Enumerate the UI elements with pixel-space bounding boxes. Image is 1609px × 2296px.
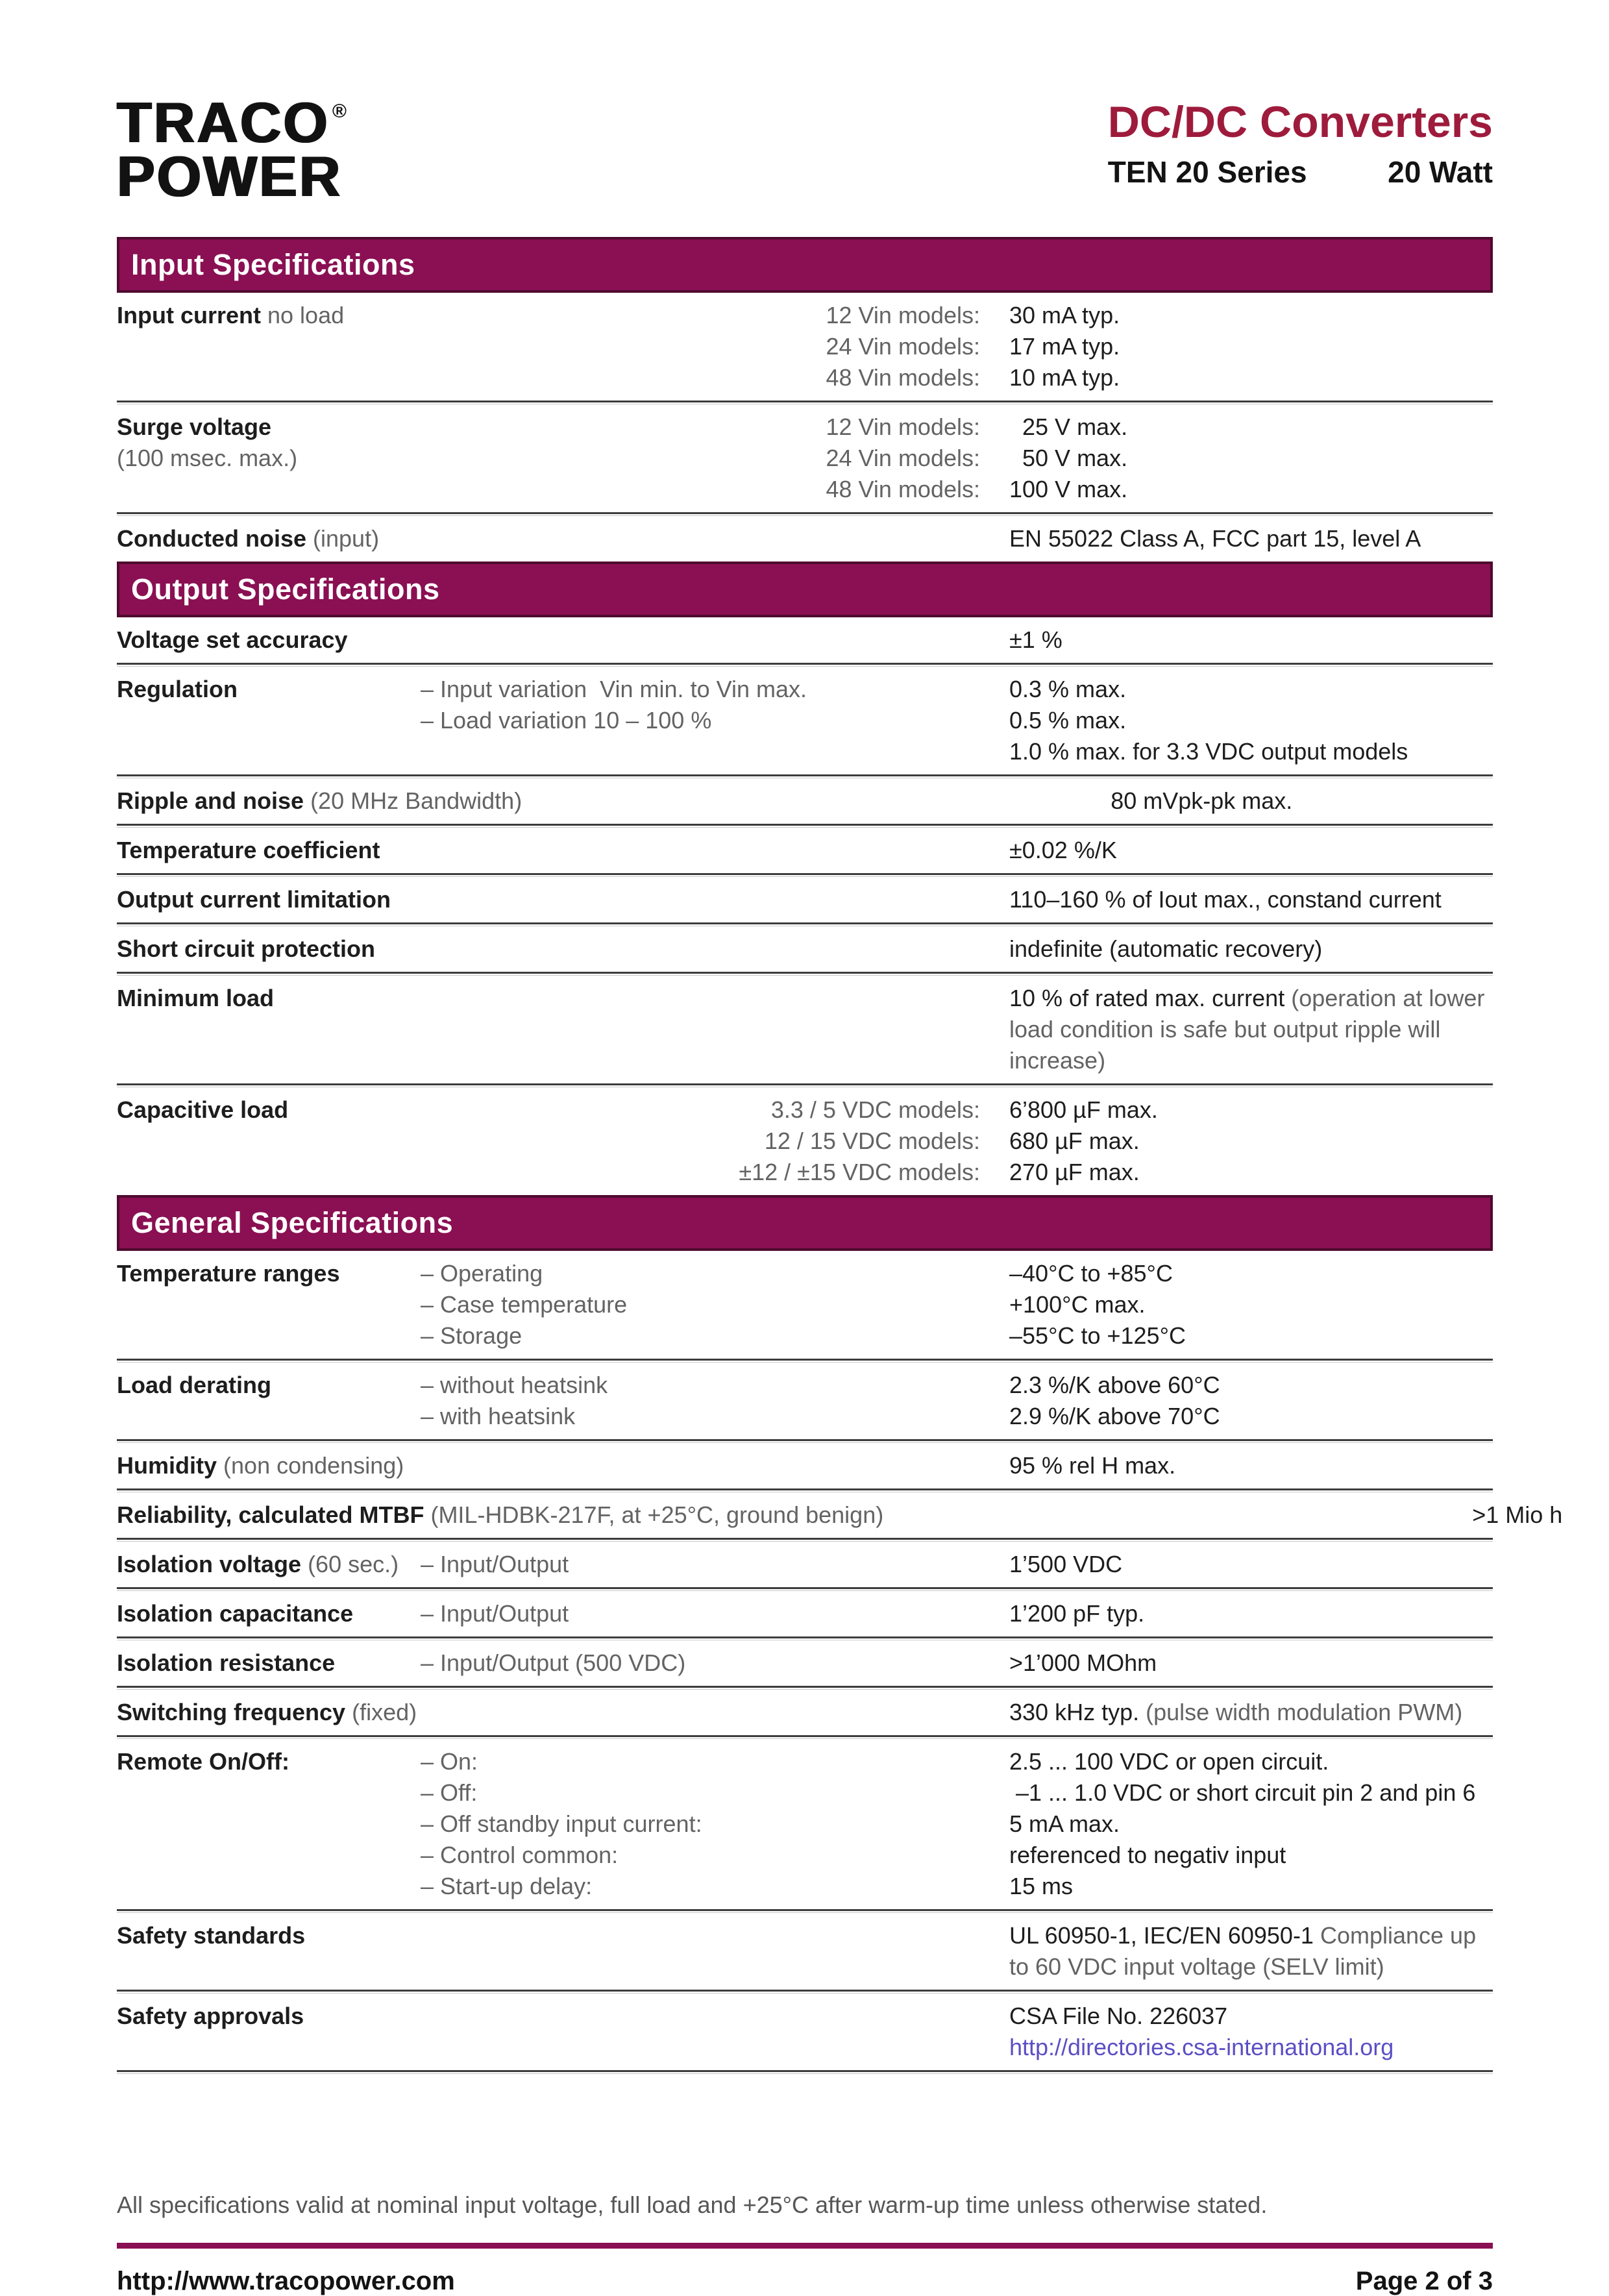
value-text: –55°C to +125°C <box>1009 1322 1186 1350</box>
value-text: 95 % rel H max. <box>1009 1452 1176 1479</box>
row-sub-label <box>421 523 980 554</box>
value-text: 100 V max. <box>1009 476 1128 503</box>
row-lines <box>421 1094 1493 1188</box>
row-lines <box>522 785 1493 817</box>
row-value-cell <box>1009 1920 1493 1982</box>
value-text: 1’500 VDC <box>1009 1551 1123 1578</box>
row-line <box>421 1157 1493 1188</box>
row-sub-label <box>883 1500 1443 1531</box>
row-value-cell <box>1009 474 1493 505</box>
row-label-cell <box>117 1648 421 1679</box>
row-sub-label: – Input/Output <box>421 1600 569 1627</box>
row-label: Remote On/Off: <box>117 1748 289 1775</box>
value-text: indefinite (automatic recovery) <box>1009 935 1323 963</box>
row-value-cell <box>1009 412 1493 443</box>
row-label-cell <box>117 1697 421 1728</box>
value-text: ±0.02 %/K <box>1009 837 1117 864</box>
row-sub-label: 48 Vin models: <box>826 476 980 503</box>
row-line <box>421 1370 1493 1401</box>
row-value-cell <box>1009 1370 1493 1401</box>
value-text: 30 mA typ. <box>1009 302 1120 329</box>
row-line <box>421 1697 1493 1728</box>
spec-row <box>117 1492 1563 1538</box>
row-value-cell <box>1009 835 1493 866</box>
row-sub-label <box>421 1697 980 1728</box>
row-sub-label: 24 Vin models: <box>826 445 980 472</box>
row-label-cell <box>117 1549 421 1580</box>
row-label-cell <box>117 412 421 505</box>
row-line <box>421 624 1493 656</box>
row-lines <box>421 674 1493 767</box>
row-line <box>421 474 1493 505</box>
subtitle-row <box>1108 154 1493 190</box>
row-line <box>421 1549 1493 1580</box>
page-header <box>117 90 1493 208</box>
spec-row <box>117 516 1493 562</box>
row-label-cell <box>117 983 421 1076</box>
row-value-cell <box>1009 1094 1493 1126</box>
row-label: Temperature ranges <box>117 1260 340 1287</box>
row-line <box>522 785 1493 817</box>
row-lines <box>421 835 1493 866</box>
spec-row <box>117 1994 1493 2070</box>
row-sub-label: – Storage <box>421 1322 522 1350</box>
row-value-cell <box>1009 1258 1493 1289</box>
spec-row <box>117 926 1493 972</box>
row-lines <box>421 1746 1493 1902</box>
row-lines <box>883 1500 1562 1531</box>
spec-row <box>117 617 1493 663</box>
row-value-cell <box>1009 300 1493 331</box>
footer-rule <box>117 2243 1493 2249</box>
value-text: referenced to negativ input <box>1009 1842 1286 1869</box>
row-sub-label: – Off standby input current: <box>421 1810 702 1838</box>
row-label: Ripple and noise <box>117 787 304 815</box>
row-value-cell <box>1009 1549 1493 1580</box>
spec-row <box>117 1739 1493 1909</box>
value-text: 15 ms <box>1009 1873 1074 1900</box>
row-label-note: (100 msec. max.) <box>117 445 298 472</box>
row-value-cell <box>1009 983 1493 1076</box>
row-value-cell <box>1009 2032 1493 2063</box>
row-value-cell <box>1009 331 1493 362</box>
page-title: DC/DC Converters <box>1107 97 1493 147</box>
row-label-cell <box>117 1746 421 1902</box>
row-label-note: (60 sec.) <box>308 1551 399 1578</box>
row-line <box>421 736 1493 767</box>
value-text: 0.3 % max. <box>1009 676 1127 703</box>
row-line <box>421 300 1493 331</box>
row-label: Regulation <box>117 676 238 703</box>
row-label: Humidity <box>117 1452 217 1479</box>
section-banner <box>117 1195 1493 1251</box>
registered-trademark-icon: ® <box>332 101 347 122</box>
row-label: Voltage set accuracy <box>117 626 348 654</box>
row-sub-label: 48 Vin models: <box>826 364 980 391</box>
row-label: Isolation voltage <box>117 1551 302 1578</box>
row-label-cell <box>117 1598 421 1629</box>
row-line <box>421 1401 1493 1432</box>
row-value-cell <box>1009 1777 1493 1808</box>
row-lines <box>421 624 1493 656</box>
value-text: 25 V max. <box>1009 414 1128 441</box>
row-line <box>421 362 1493 393</box>
logo-text-power: POWER <box>117 143 343 208</box>
row-lines <box>421 1598 1493 1629</box>
row-label-cell <box>117 1370 421 1432</box>
spec-row <box>117 1087 1493 1195</box>
logo-line-1 <box>117 90 347 154</box>
website-link[interactable]: http://www.tracopower.com <box>117 2267 455 2296</box>
value-text: 1.0 % max. for 3.3 VDC output models <box>1009 738 1408 765</box>
row-lines <box>421 300 1493 393</box>
row-value-cell <box>1009 1289 1493 1320</box>
footer-note: All specifications valid at nominal input voltage, full load and +25°C after warm-up time unless otherwise stated. <box>117 2191 1268 2219</box>
row-line <box>421 1289 1493 1320</box>
row-label-cell <box>117 1258 421 1352</box>
row-sub-label: – Control common: <box>421 1842 619 1869</box>
row-line <box>421 1920 1493 1982</box>
row-line <box>421 443 1493 474</box>
value-text: 2.5 ... 100 VDC or open circuit. <box>1009 1748 1329 1775</box>
section-banner <box>117 562 1493 617</box>
row-label-cell <box>117 674 421 767</box>
row-value-cell <box>1009 1697 1493 1728</box>
value-text: UL 60950-1, IEC/EN 60950-1 <box>1009 1922 1314 1949</box>
row-sub-label: – Off: <box>421 1779 478 1807</box>
value-text: 5 mA max. <box>1009 1810 1120 1838</box>
value-text: 0.5 % max. <box>1009 707 1127 734</box>
section-title: Output Specifications <box>131 573 440 606</box>
row-label: Switching frequency <box>117 1699 346 1726</box>
row-line <box>421 1126 1493 1157</box>
row-value-cell <box>1009 624 1493 656</box>
row-lines <box>421 983 1493 1076</box>
row-lines <box>421 1549 1493 1580</box>
row-sub-label: – Input variation Vin min. to Vin max. <box>421 676 807 703</box>
spec-row <box>117 1640 1493 1686</box>
row-line <box>421 2001 1493 2032</box>
row-label-cell <box>117 2001 421 2063</box>
row-sub-label: 24 Vin models: <box>826 333 980 360</box>
row-value-cell <box>1009 933 1493 965</box>
value-text: 10 % of rated max. current <box>1009 985 1285 1012</box>
row-label: Temperature coefficient <box>117 837 380 864</box>
title-block <box>1108 96 1493 190</box>
row-label-note: (input) <box>313 525 380 552</box>
row-line <box>421 705 1493 736</box>
row-label: Isolation capacitance <box>117 1600 354 1627</box>
row-sub-label: 3.3 / 5 VDC models: <box>770 1096 980 1124</box>
row-sub-label: – Operating <box>421 1260 543 1287</box>
row-label-note: (20 MHz Bandwidth) <box>310 787 522 815</box>
row-lines <box>421 1920 1493 1982</box>
spec-row <box>117 404 1493 512</box>
value-text: CSA File No. 226037 <box>1009 2003 1228 2030</box>
value-text: 330 kHz typ. <box>1009 1699 1140 1726</box>
row-sub-label <box>421 884 980 915</box>
row-label-cell <box>117 884 421 915</box>
traco-power-logo <box>117 90 347 208</box>
row-line <box>421 1094 1493 1126</box>
section-banner <box>117 237 1493 293</box>
row-label-cell <box>117 933 421 965</box>
row-label: Safety approvals <box>117 2003 304 2030</box>
row-sub-label: – without heatsink <box>421 1372 608 1399</box>
row-value-cell <box>1009 705 1493 736</box>
row-label: Capacitive load <box>117 1096 289 1124</box>
row-value-cell <box>1009 884 1493 915</box>
row-lines <box>421 1370 1493 1432</box>
spec-row <box>117 828 1493 873</box>
row-sub-label: – with heatsink <box>421 1403 576 1430</box>
row-label-cell <box>117 1450 421 1481</box>
row-label-cell <box>117 1094 421 1188</box>
row-line <box>421 1840 1493 1871</box>
row-line <box>421 983 1493 1076</box>
row-label-cell <box>117 300 421 393</box>
row-sub-label <box>421 933 980 965</box>
row-sub-label <box>522 785 1081 817</box>
row-value-cell <box>1009 523 1493 554</box>
row-lines <box>421 933 1493 965</box>
row-sub-label <box>421 835 980 866</box>
row-sub-label: – Load variation 10 – 100 % <box>421 707 712 734</box>
row-label: Load derating <box>117 1372 272 1399</box>
row-label: Isolation resistance <box>117 1649 336 1677</box>
logo-text-traco: TRACO <box>117 90 330 154</box>
page-number: Page 2 of 3 <box>1355 2267 1493 2296</box>
value-text: 50 V max. <box>1009 445 1128 472</box>
spec-row <box>117 1690 1493 1735</box>
spec-row <box>117 1251 1493 1359</box>
row-label: Surge voltage <box>117 414 272 441</box>
spec-row <box>117 293 1493 401</box>
value-note: (operation at lower load condition is safe but output ripple will increase) <box>1009 985 1485 1074</box>
spec-row <box>117 1542 1493 1587</box>
row-line <box>421 2032 1493 2063</box>
value-text: 6’800 µF max. <box>1009 1096 1158 1124</box>
row-value-cell <box>1009 443 1493 474</box>
row-sub-label <box>421 2001 980 2032</box>
wattage-label: 20 Watt <box>1388 155 1493 189</box>
series-name: TEN 20 Series <box>1107 155 1307 189</box>
row-label: Conducted noise <box>117 525 307 552</box>
value-text: 1’200 pF typ. <box>1009 1600 1145 1627</box>
row-lines <box>421 1697 1493 1728</box>
row-line <box>421 835 1493 866</box>
row-label-cell <box>117 1920 421 1982</box>
row-sub-label <box>421 983 980 1076</box>
row-line <box>421 933 1493 965</box>
row-label-note: (MIL-HDBK-217F, at +25°C, ground benign) <box>430 1501 884 1529</box>
row-sub-label: – Input/Output (500 VDC) <box>421 1649 686 1677</box>
row-label: Reliability, calculated MTBF <box>117 1501 424 1529</box>
value-text: >1 Mio h <box>1472 1501 1563 1529</box>
row-label-cell <box>117 785 522 817</box>
value-text: –40°C to +85°C <box>1009 1260 1173 1287</box>
row-value-cell <box>1009 1808 1493 1840</box>
row-value-cell <box>1009 1320 1493 1352</box>
row-line <box>421 1258 1493 1289</box>
row-sub-label: – Case temperature <box>421 1291 628 1318</box>
row-lines <box>421 1258 1493 1352</box>
row-line <box>421 1871 1493 1902</box>
row-value-cell <box>1009 1126 1493 1157</box>
row-sub-label: ±12 / ±15 VDC models: <box>739 1159 980 1186</box>
value-note: Compliance up to 60 VDC input voltage (SELV limit) <box>1009 1922 1477 1981</box>
row-sub-label: 12 / 15 VDC models: <box>764 1128 980 1155</box>
row-label-note: no load <box>267 302 345 329</box>
row-value-cell <box>1009 1157 1493 1188</box>
section-title: Input Specifications <box>131 248 415 282</box>
row-value-cell <box>1009 1450 1493 1481</box>
row-line <box>421 1320 1493 1352</box>
row-lines <box>421 1648 1493 1679</box>
row-label: Short circuit protection <box>117 935 376 963</box>
row-line <box>421 674 1493 705</box>
spec-row <box>117 1443 1493 1488</box>
value-text: –1 ... 1.0 VDC or short circuit pin 2 and pin 6 <box>1009 1779 1476 1807</box>
section-title: General Specifications <box>131 1206 454 1240</box>
row-line <box>421 1808 1493 1840</box>
row-label-note: (non condensing) <box>223 1452 404 1479</box>
row-sub-label: – Start-up delay: <box>421 1873 593 1900</box>
row-lines <box>421 2001 1493 2063</box>
row-value-cell <box>1009 1746 1493 1777</box>
footer-bar <box>117 2267 1493 2296</box>
spec-row <box>117 1363 1493 1439</box>
row-line <box>421 884 1493 915</box>
row-line <box>421 1746 1493 1777</box>
row-value-cell <box>1472 1500 1562 1531</box>
row-label-cell <box>117 523 421 554</box>
spec-row <box>117 1913 1493 1990</box>
value-text: >1’000 MOhm <box>1009 1649 1157 1677</box>
row-lines <box>421 412 1493 505</box>
row-line <box>421 331 1493 362</box>
spec-sections <box>117 237 1563 2074</box>
row-value-cell <box>1009 674 1493 705</box>
row-sub-label: 12 Vin models: <box>826 302 980 329</box>
row-line <box>421 1598 1493 1629</box>
row-value-cell <box>1009 362 1493 393</box>
value-text: 17 mA typ. <box>1009 333 1120 360</box>
row-line <box>421 412 1493 443</box>
row-line <box>421 1777 1493 1808</box>
row-separator <box>117 2070 1493 2074</box>
row-line <box>421 1648 1493 1679</box>
row-sub-label: – Input/Output <box>421 1551 569 1578</box>
row-lines <box>421 523 1493 554</box>
row-value-cell <box>1009 1648 1493 1679</box>
spec-row <box>117 778 1493 824</box>
row-sub-label: – On: <box>421 1748 478 1775</box>
row-lines <box>421 884 1493 915</box>
value-text: 2.3 %/K above 60°C <box>1009 1372 1220 1399</box>
value-text: 10 mA typ. <box>1009 364 1120 391</box>
row-sub-label <box>421 1920 980 1982</box>
value-text: ±1 % <box>1009 626 1062 654</box>
row-line <box>421 523 1493 554</box>
row-sub-label <box>421 1450 980 1481</box>
row-value-cell <box>1009 2001 1493 2032</box>
value-text: 2.9 %/K above 70°C <box>1009 1403 1220 1430</box>
spec-row <box>117 877 1493 922</box>
row-label: Output current limitation <box>117 886 391 913</box>
spec-row <box>117 667 1493 774</box>
spec-row <box>117 1591 1493 1636</box>
row-sub-label: 12 Vin models: <box>826 414 980 441</box>
row-sub-label <box>421 624 980 656</box>
value-text: +100°C max. <box>1009 1291 1146 1318</box>
value-text: 680 µF max. <box>1009 1128 1140 1155</box>
row-label: Safety standards <box>117 1922 306 1949</box>
row-label: Minimum load <box>117 985 274 1012</box>
value-note: (pulse width modulation PWM) <box>1139 1699 1463 1726</box>
row-label: Input current <box>117 302 261 329</box>
row-line <box>421 1450 1493 1481</box>
value-text: EN 55022 Class A, FCC part 15, level A <box>1009 525 1421 552</box>
row-sub-label <box>421 2032 980 2063</box>
logo-line-2 <box>117 143 347 208</box>
row-label-cell <box>117 624 421 656</box>
row-sub-label <box>421 736 980 767</box>
row-label-note: (fixed) <box>352 1699 417 1726</box>
row-lines <box>421 1450 1493 1481</box>
row-label-cell <box>117 1500 883 1531</box>
value-text: 270 µF max. <box>1009 1159 1140 1186</box>
row-value-cell <box>1009 1598 1493 1629</box>
row-line <box>883 1500 1562 1531</box>
spec-row <box>117 976 1493 1083</box>
row-value-cell <box>1009 1401 1493 1432</box>
value-text: 80 mVpk-pk max. <box>1111 787 1293 815</box>
row-value-cell <box>1009 736 1493 767</box>
value-text: 110–160 % of Iout max., constand current <box>1009 886 1442 913</box>
row-value-cell <box>1009 1840 1493 1871</box>
value-link[interactable]: http://directories.csa-international.org <box>1009 2034 1394 2061</box>
row-label-cell <box>117 835 421 866</box>
row-value-cell <box>1111 785 1493 817</box>
row-value-cell <box>1009 1871 1493 1902</box>
